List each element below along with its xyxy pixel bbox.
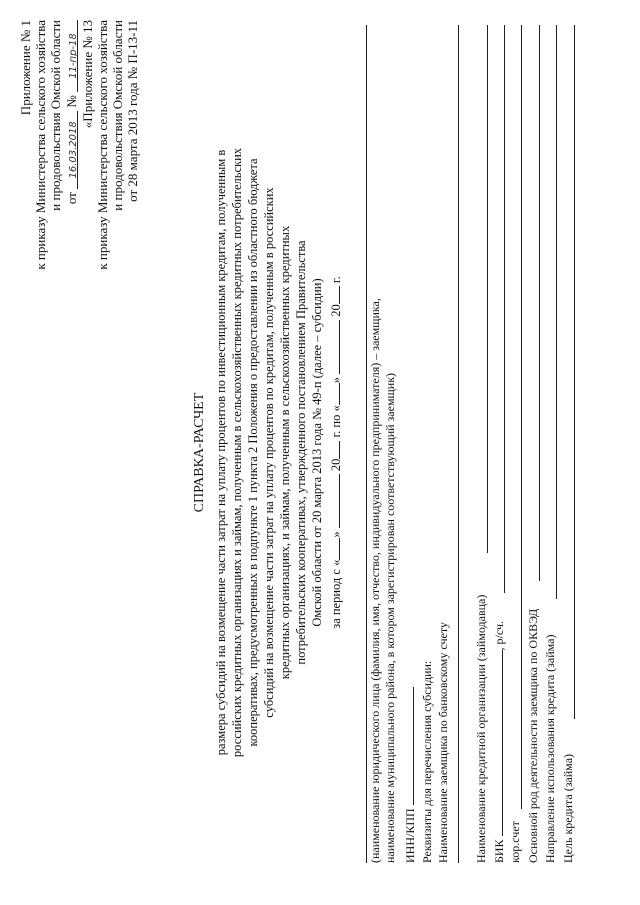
body-line-6: потребительских кооперативах, утвержденного постановлением Правительства	[294, 240, 308, 665]
okved-input[interactable]	[539, 25, 540, 581]
period-start-day[interactable]	[328, 538, 340, 560]
period-end-day[interactable]	[328, 383, 340, 405]
period-end-year[interactable]	[328, 286, 340, 304]
kor-label: кор.счет	[508, 821, 522, 863]
date-prefix: от	[64, 192, 79, 205]
appendix-number: Приложение № 1	[18, 20, 33, 116]
bik-label: БИК	[492, 839, 506, 863]
period-line: за период с «» 20 г. по «» 20 г.	[329, 276, 343, 629]
inn-label: ИНН/КПП	[403, 808, 417, 863]
period-end-month[interactable]	[328, 320, 340, 374]
period-start-year[interactable]	[328, 441, 340, 459]
account-owner-line[interactable]	[458, 25, 459, 863]
document-title: СПРАВКА-РАСЧЕТ	[192, 392, 207, 513]
creditor-label: Наименование кредитной организации (займодавца)	[474, 594, 488, 863]
order-date-2013: от 28 марта 2013 года № П-13-11	[125, 20, 140, 202]
ministry-line-2: и продовольствия Омской области	[110, 20, 125, 211]
body-line-1: размера субсидий на возмещение части затрат на уплату процентов по инвестиционным кредитам, полученным в	[214, 149, 228, 756]
order-reference: к приказу Министерства сельского хозяйства	[33, 20, 48, 270]
body-line-2: российских кредитных организациях и займам, полученным в сельскохозяйственных кредитных потребительских	[230, 147, 244, 758]
creditor-row	[474, 595, 488, 863]
okved-label: Основной род деятельности заемщика по ОКВЭД	[526, 608, 540, 863]
body-line-4: субсидий на возмещение части затрат на уплату процентов по кредитам, полученным в российских	[262, 187, 276, 718]
ministry-line: и продовольствия Омской области	[48, 20, 63, 211]
district-caption: наименование муниципального района, в котором зарегистрирован соответствующий заемщик)	[383, 372, 397, 863]
bik-input[interactable]	[491, 650, 503, 836]
rs-label: , р/сч.	[492, 620, 506, 651]
order-date-line	[64, 20, 79, 204]
appendix-13: «Приложение № 13	[80, 20, 95, 129]
inn-kpp-row	[402, 687, 417, 863]
kor-input[interactable]	[521, 25, 522, 809]
bik-row	[491, 621, 506, 863]
handwritten-date: 16.03.2018	[66, 111, 78, 189]
number-prefix: №	[64, 95, 79, 108]
legal-name-caption: (наименование юридического лица (фамилия, имя, отчество, индивидуального предпринимателя) – заемщика,	[368, 298, 382, 863]
account-owner-label: Наименование заемщика по банковскому счету	[436, 622, 450, 863]
direction-label: Направление использования кредита (займа)	[543, 634, 557, 863]
order-reference-2: к приказу Министерства сельского хозяйства	[95, 20, 110, 270]
creditor-input[interactable]	[487, 25, 488, 553]
direction-input[interactable]	[556, 25, 557, 599]
purpose-label: Цель кредита (займа)	[561, 753, 575, 863]
body-line-7: Омской области от 20 марта 2013 года № 49-п (далее – субсидии)	[310, 278, 324, 627]
rs-input[interactable]	[504, 25, 505, 593]
body-line-3: кооперативах, предусмотренных в подпункте 1 пункта 2 Положения о предоставлении из областного бюджета	[246, 158, 260, 747]
body-line-5: кредитных организациях, и займам, полученным в сельскохозяйственных кредитных	[278, 225, 292, 680]
handwritten-number: 11-пр-18	[66, 20, 78, 92]
inn-input[interactable]	[402, 687, 414, 805]
borrower-name-line[interactable]	[366, 25, 367, 863]
purpose-input[interactable]	[574, 25, 575, 719]
period-start-month[interactable]	[328, 474, 340, 528]
requisites-label: Реквизиты для перечисления субсидии:	[420, 660, 434, 863]
